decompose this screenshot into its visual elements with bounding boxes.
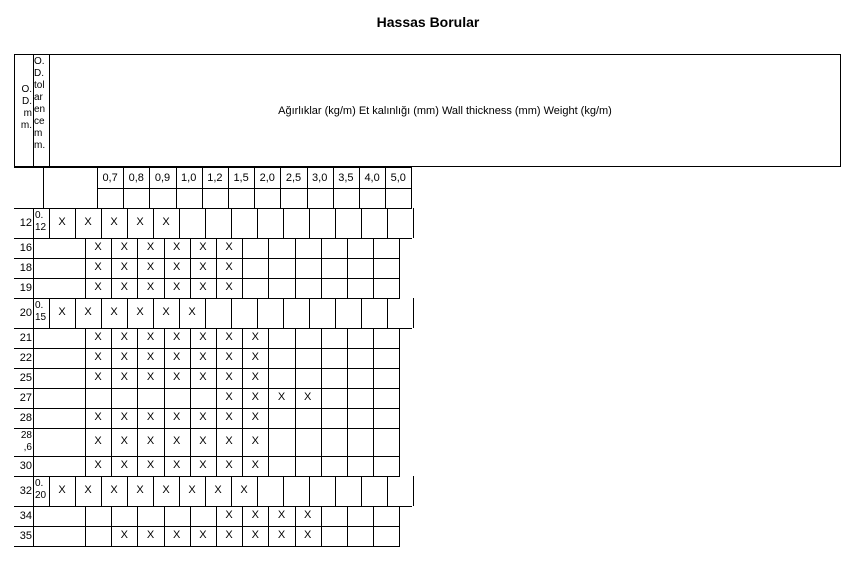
- mark-x: X: [94, 241, 102, 253]
- col-divider: [399, 368, 400, 388]
- col-divider: [295, 428, 296, 456]
- col-divider: [347, 258, 348, 278]
- mark-x: X: [225, 331, 233, 343]
- mark-x: X: [146, 459, 155, 471]
- row-bottom-border: [14, 258, 400, 259]
- od-value: 12: [19, 217, 32, 229]
- mark-x: X: [94, 331, 102, 343]
- mark-x: X: [199, 351, 207, 363]
- mark-x: X: [58, 484, 66, 496]
- tolerance-row-divider: [309, 476, 310, 506]
- mark-x: X: [173, 435, 181, 447]
- od-divider: [33, 208, 34, 238]
- col-divider: [268, 278, 269, 298]
- col-divider: [373, 278, 374, 298]
- col-divider: [321, 348, 322, 368]
- tolerance-row-divider: [361, 208, 362, 238]
- mark-x: X: [173, 371, 181, 383]
- mark-x: X: [199, 459, 207, 471]
- od-value: 22: [19, 352, 32, 364]
- mark-x: X: [173, 261, 181, 273]
- tolerance-value: 0. 20: [35, 478, 47, 501]
- col-divider: [373, 428, 374, 456]
- mark-x: X: [110, 484, 118, 496]
- mark-x: X: [188, 306, 196, 318]
- col-divider: [242, 278, 243, 298]
- col-divider: [321, 328, 322, 348]
- thickness-col-header: 2,5: [285, 172, 302, 184]
- col-divider: [242, 238, 243, 258]
- col-divider: [399, 348, 400, 368]
- col-divider: [295, 348, 296, 368]
- mark-x: X: [58, 306, 66, 318]
- thickness-col-header: 3,5: [338, 172, 354, 184]
- col-divider: [295, 368, 296, 388]
- tolerance-row-divider: [335, 476, 336, 506]
- mark-x: X: [120, 241, 128, 253]
- mark-x: X: [277, 509, 286, 521]
- col-divider: [268, 348, 269, 368]
- od-divider: [33, 348, 34, 368]
- col-divider: [321, 258, 322, 278]
- col-divider: [295, 408, 296, 428]
- tolerance-row-divider: [361, 476, 362, 506]
- mark-x: X: [58, 216, 66, 228]
- mark-x: X: [199, 281, 207, 293]
- mark-x: X: [240, 484, 248, 496]
- mark-x: X: [225, 509, 233, 521]
- col-divider: [399, 278, 400, 298]
- mark-x: X: [199, 411, 207, 423]
- col-divider: [373, 456, 374, 476]
- mark-x: X: [199, 241, 207, 253]
- tolerance-row-divider: [413, 208, 414, 238]
- col-divider: [190, 506, 191, 526]
- col-divider: [373, 328, 374, 348]
- mark-x: X: [146, 435, 155, 447]
- col-divider: [373, 408, 374, 428]
- col-divider: [373, 368, 374, 388]
- mark-x: X: [173, 331, 181, 343]
- od-divider: [33, 278, 34, 298]
- mark-x: X: [84, 306, 92, 318]
- mark-x: X: [94, 411, 102, 423]
- thickness-col-header: 0,9: [154, 172, 171, 184]
- mark-x: X: [225, 261, 233, 273]
- col-divider: [268, 456, 269, 476]
- mark-x: X: [225, 371, 233, 383]
- mark-x: X: [304, 529, 312, 541]
- mark-x: X: [199, 529, 207, 541]
- col-divider: [373, 348, 374, 368]
- thickness-col-header: 3,0: [312, 172, 328, 184]
- tolerance-row-divider: [361, 298, 362, 328]
- mark-x: X: [120, 411, 128, 423]
- col-divider: [268, 408, 269, 428]
- mark-x: X: [251, 391, 259, 403]
- od-divider: [33, 368, 34, 388]
- col-divider: [399, 408, 400, 428]
- tolerance-row-divider: [283, 476, 284, 506]
- col-divider: [111, 506, 112, 526]
- col-divider: [399, 506, 400, 526]
- col-divider: [137, 388, 138, 408]
- od-value: 19: [19, 282, 32, 294]
- mark-x: X: [120, 351, 128, 363]
- col-divider: [111, 388, 112, 408]
- row-bottom-border: [14, 238, 412, 239]
- col-divider: [242, 258, 243, 278]
- col-divider: [399, 258, 400, 278]
- mark-x: X: [120, 529, 128, 541]
- mark-x: X: [146, 529, 155, 541]
- col-divider: [347, 506, 348, 526]
- thickness-col-divider: [411, 167, 412, 208]
- mark-x: X: [94, 261, 102, 273]
- od-value: 28 ,6: [20, 430, 32, 453]
- mark-x: X: [225, 241, 233, 253]
- weights-header-label: Ağırlıklar (kg/m) Et kalınlığı (mm) Wall thickness (mm) Weight (kg/m): [278, 105, 612, 117]
- col-divider: [268, 238, 269, 258]
- mark-x: X: [146, 241, 155, 253]
- mark-x: X: [136, 306, 144, 318]
- mark-x: X: [188, 484, 196, 496]
- od-divider: [33, 258, 34, 278]
- col-divider: [347, 328, 348, 348]
- od-divider: [33, 428, 34, 456]
- row-bottom-border: [14, 506, 412, 507]
- od-value: 25: [19, 372, 32, 384]
- mark-x: X: [251, 351, 259, 363]
- thickness-col-header: 1,5: [233, 172, 249, 184]
- mark-x: X: [173, 351, 181, 363]
- mark-x: X: [277, 529, 286, 541]
- tolerance-row-divider: [387, 476, 388, 506]
- od-divider: [33, 408, 34, 428]
- col-divider: [85, 388, 86, 408]
- col-divider: [373, 258, 374, 278]
- mark-x: X: [84, 484, 92, 496]
- od-divider: [33, 298, 34, 328]
- od-divider: [33, 506, 34, 526]
- tolerance-row-divider: [257, 476, 258, 506]
- col-divider: [347, 428, 348, 456]
- col-divider: [321, 388, 322, 408]
- col-divider: [347, 408, 348, 428]
- mark-x: X: [146, 261, 155, 273]
- col-divider: [399, 328, 400, 348]
- od-divider: [33, 388, 34, 408]
- col-divider: [399, 456, 400, 476]
- row-bottom-border: [14, 388, 400, 389]
- col-divider: [321, 456, 322, 476]
- tolerance-row-divider: [335, 208, 336, 238]
- od-divider: [33, 476, 34, 506]
- mark-x: X: [84, 216, 92, 228]
- mark-x: X: [146, 331, 155, 343]
- tolerance-row-divider: [283, 208, 284, 238]
- thickness-col-header: 1,2: [207, 172, 223, 184]
- mark-x: X: [120, 371, 128, 383]
- col-divider: [321, 408, 322, 428]
- col-divider: [321, 238, 322, 258]
- col-divider: [347, 238, 348, 258]
- col-divider: [373, 526, 374, 546]
- thickness-col-header: 4,0: [364, 172, 380, 184]
- mark-x: X: [225, 529, 233, 541]
- tolerance-row-divider: [231, 208, 232, 238]
- mark-x: X: [199, 435, 207, 447]
- mark-x: X: [136, 216, 144, 228]
- mark-x: X: [162, 306, 170, 318]
- tolerance-value: 0. 15: [35, 300, 47, 323]
- col-divider: [268, 428, 269, 456]
- tolerance-row-divider: [413, 298, 414, 328]
- col-divider: [295, 278, 296, 298]
- tolerance-row-divider: [283, 298, 284, 328]
- col-divider: [321, 526, 322, 546]
- od-divider: [33, 456, 34, 476]
- col-divider: [347, 526, 348, 546]
- row-bottom-border: [14, 408, 400, 409]
- mark-x: X: [214, 484, 222, 496]
- col-divider: [321, 278, 322, 298]
- col-divider: [190, 388, 191, 408]
- col-divider: [321, 428, 322, 456]
- tolerance-row-divider: [309, 208, 310, 238]
- tolerance-row-divider: [205, 208, 206, 238]
- od-value: 34: [19, 510, 32, 522]
- col-divider: [347, 368, 348, 388]
- mark-x: X: [162, 484, 170, 496]
- od-divider: [33, 238, 34, 258]
- row-bottom-border: [14, 476, 400, 477]
- mark-x: X: [110, 306, 118, 318]
- thickness-header-left: [43, 167, 44, 208]
- row-bottom-border: [14, 328, 412, 329]
- tolerance-row-divider: [205, 298, 206, 328]
- thickness-header-top: [14, 167, 412, 168]
- mark-x: X: [94, 459, 102, 471]
- tolerance-row-divider: [257, 298, 258, 328]
- mark-x: X: [173, 459, 181, 471]
- row-bottom-border: [14, 278, 400, 279]
- tolerance-row-divider: [179, 208, 180, 238]
- mark-x: X: [173, 411, 181, 423]
- thickness-col-header: 0,8: [128, 172, 144, 184]
- col-divider: [295, 258, 296, 278]
- col-divider: [137, 506, 138, 526]
- mark-x: X: [225, 411, 233, 423]
- mark-x: X: [277, 391, 286, 403]
- col-divider: [164, 506, 165, 526]
- row-bottom-border: [14, 456, 400, 457]
- od-value: 28: [19, 412, 32, 424]
- mark-x: X: [146, 351, 155, 363]
- col-divider: [373, 238, 374, 258]
- page-title: Hassas Borular: [376, 14, 480, 30]
- thickness-col-header: 5,0: [390, 172, 406, 184]
- tolerance-row-divider: [335, 298, 336, 328]
- col-divider: [85, 526, 86, 546]
- thickness-col-header: 1,0: [181, 172, 197, 184]
- col-divider: [373, 388, 374, 408]
- od-divider: [33, 328, 34, 348]
- mark-x: X: [225, 391, 233, 403]
- row-bottom-border: [14, 298, 400, 299]
- mark-x: X: [251, 509, 259, 521]
- mark-x: X: [120, 435, 128, 447]
- tolerance-column-label: O. D. tol ar en ce m m.: [34, 56, 46, 151]
- mark-x: X: [120, 281, 128, 293]
- od-value: 21: [19, 332, 32, 344]
- mark-x: X: [94, 351, 102, 363]
- tolerance-value: 0. 12: [35, 210, 47, 233]
- mark-x: X: [225, 351, 233, 363]
- col-divider: [347, 348, 348, 368]
- col-divider: [321, 506, 322, 526]
- mark-x: X: [110, 216, 118, 228]
- od-value: 30: [19, 460, 32, 472]
- mark-x: X: [120, 459, 128, 471]
- od-column-label: O. D. m m.: [20, 84, 32, 131]
- col-divider: [164, 388, 165, 408]
- od-value: 16: [19, 242, 32, 254]
- col-divider: [268, 368, 269, 388]
- mark-x: X: [304, 509, 312, 521]
- mark-x: X: [251, 529, 259, 541]
- tolerance-row-divider: [231, 298, 232, 328]
- thickness-col-header: 2,0: [259, 172, 275, 184]
- row-bottom-border: [14, 526, 400, 527]
- mark-x: X: [94, 435, 102, 447]
- col-divider: [399, 388, 400, 408]
- mark-x: X: [304, 391, 312, 403]
- row-bottom-border: [14, 546, 400, 547]
- mark-x: X: [120, 331, 128, 343]
- od-value: 27: [19, 392, 32, 404]
- tolerance-row-divider: [387, 298, 388, 328]
- col-divider: [399, 428, 400, 456]
- mark-x: X: [251, 331, 259, 343]
- mark-x: X: [173, 241, 181, 253]
- mark-x: X: [199, 371, 207, 383]
- col-divider: [347, 278, 348, 298]
- mark-x: X: [225, 459, 233, 471]
- col-divider: [347, 456, 348, 476]
- row-bottom-border: [14, 428, 400, 429]
- mark-x: X: [199, 261, 207, 273]
- mark-x: X: [173, 529, 181, 541]
- col-divider: [295, 456, 296, 476]
- col-divider: [399, 526, 400, 546]
- row-bottom-border: [14, 348, 400, 349]
- mark-x: X: [251, 371, 259, 383]
- mark-x: X: [225, 435, 233, 447]
- mark-x: X: [251, 435, 259, 447]
- thickness-subheader-bottom: [14, 208, 412, 209]
- tolerance-row-divider: [387, 208, 388, 238]
- mark-x: X: [173, 281, 181, 293]
- tolerance-row-divider: [309, 298, 310, 328]
- mark-x: X: [94, 281, 102, 293]
- od-value: 32: [19, 485, 32, 497]
- col-divider: [268, 328, 269, 348]
- mark-x: X: [94, 371, 102, 383]
- tolerance-row-divider: [257, 208, 258, 238]
- mark-x: X: [120, 261, 128, 273]
- col-divider: [295, 328, 296, 348]
- mark-x: X: [162, 216, 170, 228]
- mark-x: X: [251, 459, 259, 471]
- mark-x: X: [146, 281, 155, 293]
- mark-x: X: [225, 281, 233, 293]
- col-divider: [373, 506, 374, 526]
- mark-x: X: [199, 331, 207, 343]
- mark-x: X: [146, 371, 155, 383]
- col-divider: [85, 506, 86, 526]
- col-divider: [321, 368, 322, 388]
- col-divider: [399, 238, 400, 258]
- row-bottom-border: [14, 368, 400, 369]
- od-value: 20: [19, 307, 32, 319]
- mark-x: X: [146, 411, 155, 423]
- od-value: 35: [19, 530, 32, 542]
- od-divider: [33, 526, 34, 546]
- tolerance-row-divider: [413, 476, 414, 506]
- thickness-col-header: 0,7: [102, 172, 118, 184]
- col-divider: [347, 388, 348, 408]
- mark-x: X: [251, 411, 259, 423]
- mark-x: X: [136, 484, 144, 496]
- col-divider: [268, 258, 269, 278]
- col-divider: [295, 238, 296, 258]
- od-value: 18: [19, 262, 32, 274]
